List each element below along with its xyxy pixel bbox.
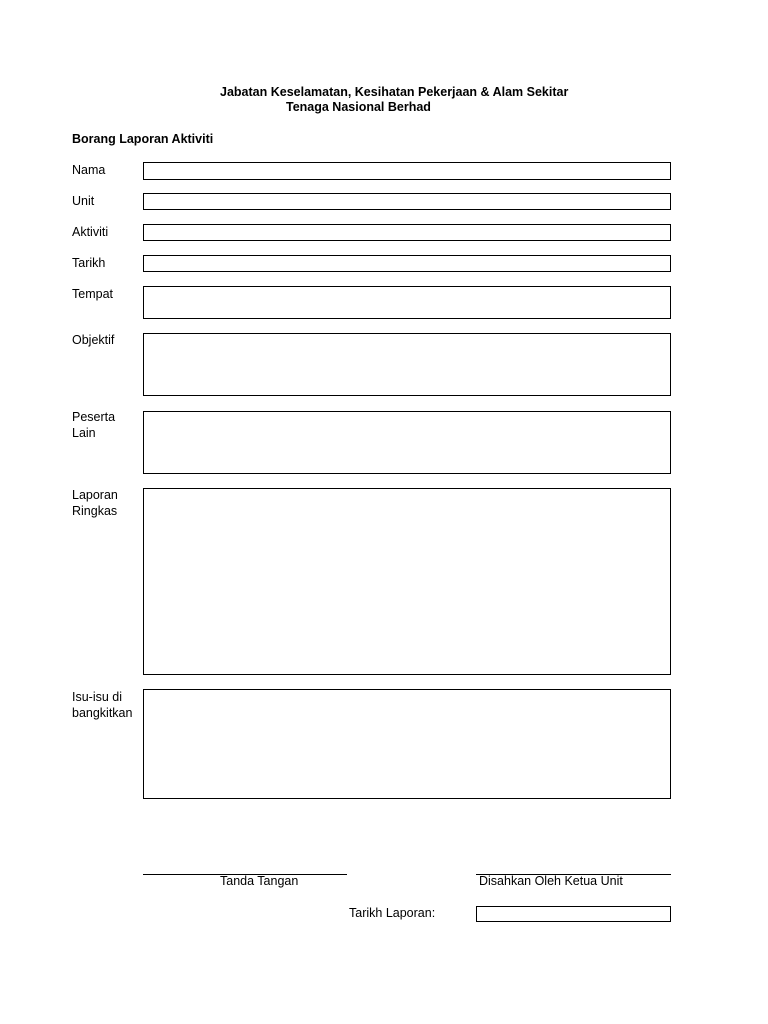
peserta-lain-field[interactable]	[143, 411, 671, 474]
tempat-label: Tempat	[72, 287, 113, 301]
isu-isu-field[interactable]	[143, 689, 671, 799]
unit-label: Unit	[72, 194, 95, 208]
department-title: Jabatan Keselamatan, Kesihatan Pekerjaan & Alam Sekitar	[220, 85, 569, 99]
laporan-ringkas-label: Laporan Ringkas	[72, 488, 118, 518]
tarikh-label: Tarikh	[72, 256, 106, 270]
nama-field[interactable]	[143, 162, 671, 180]
disahkan-label: Disahkan Oleh Ketua Unit	[479, 874, 623, 888]
aktiviti-label: Aktiviti	[72, 225, 109, 239]
objektif-field[interactable]	[143, 333, 671, 396]
form-title: Borang Laporan Aktiviti	[72, 132, 214, 146]
tarikh-laporan-label: Tarikh Laporan:	[349, 906, 436, 920]
objektif-label: Objektif	[72, 333, 115, 347]
tempat-field[interactable]	[143, 286, 671, 319]
tarikh-field[interactable]	[143, 255, 671, 272]
laporan-ringkas-field[interactable]	[143, 488, 671, 675]
tanda-tangan-label: Tanda Tangan	[220, 874, 299, 888]
nama-label: Nama	[72, 163, 106, 177]
aktiviti-field[interactable]	[143, 224, 671, 241]
isu-isu-label: Isu-isu di bangkitkan	[72, 690, 133, 720]
company-name: Tenaga Nasional Berhad	[286, 100, 431, 114]
unit-field[interactable]	[143, 193, 671, 210]
peserta-lain-label: Peserta Lain	[72, 410, 116, 440]
tarikh-laporan-field[interactable]	[476, 906, 671, 922]
